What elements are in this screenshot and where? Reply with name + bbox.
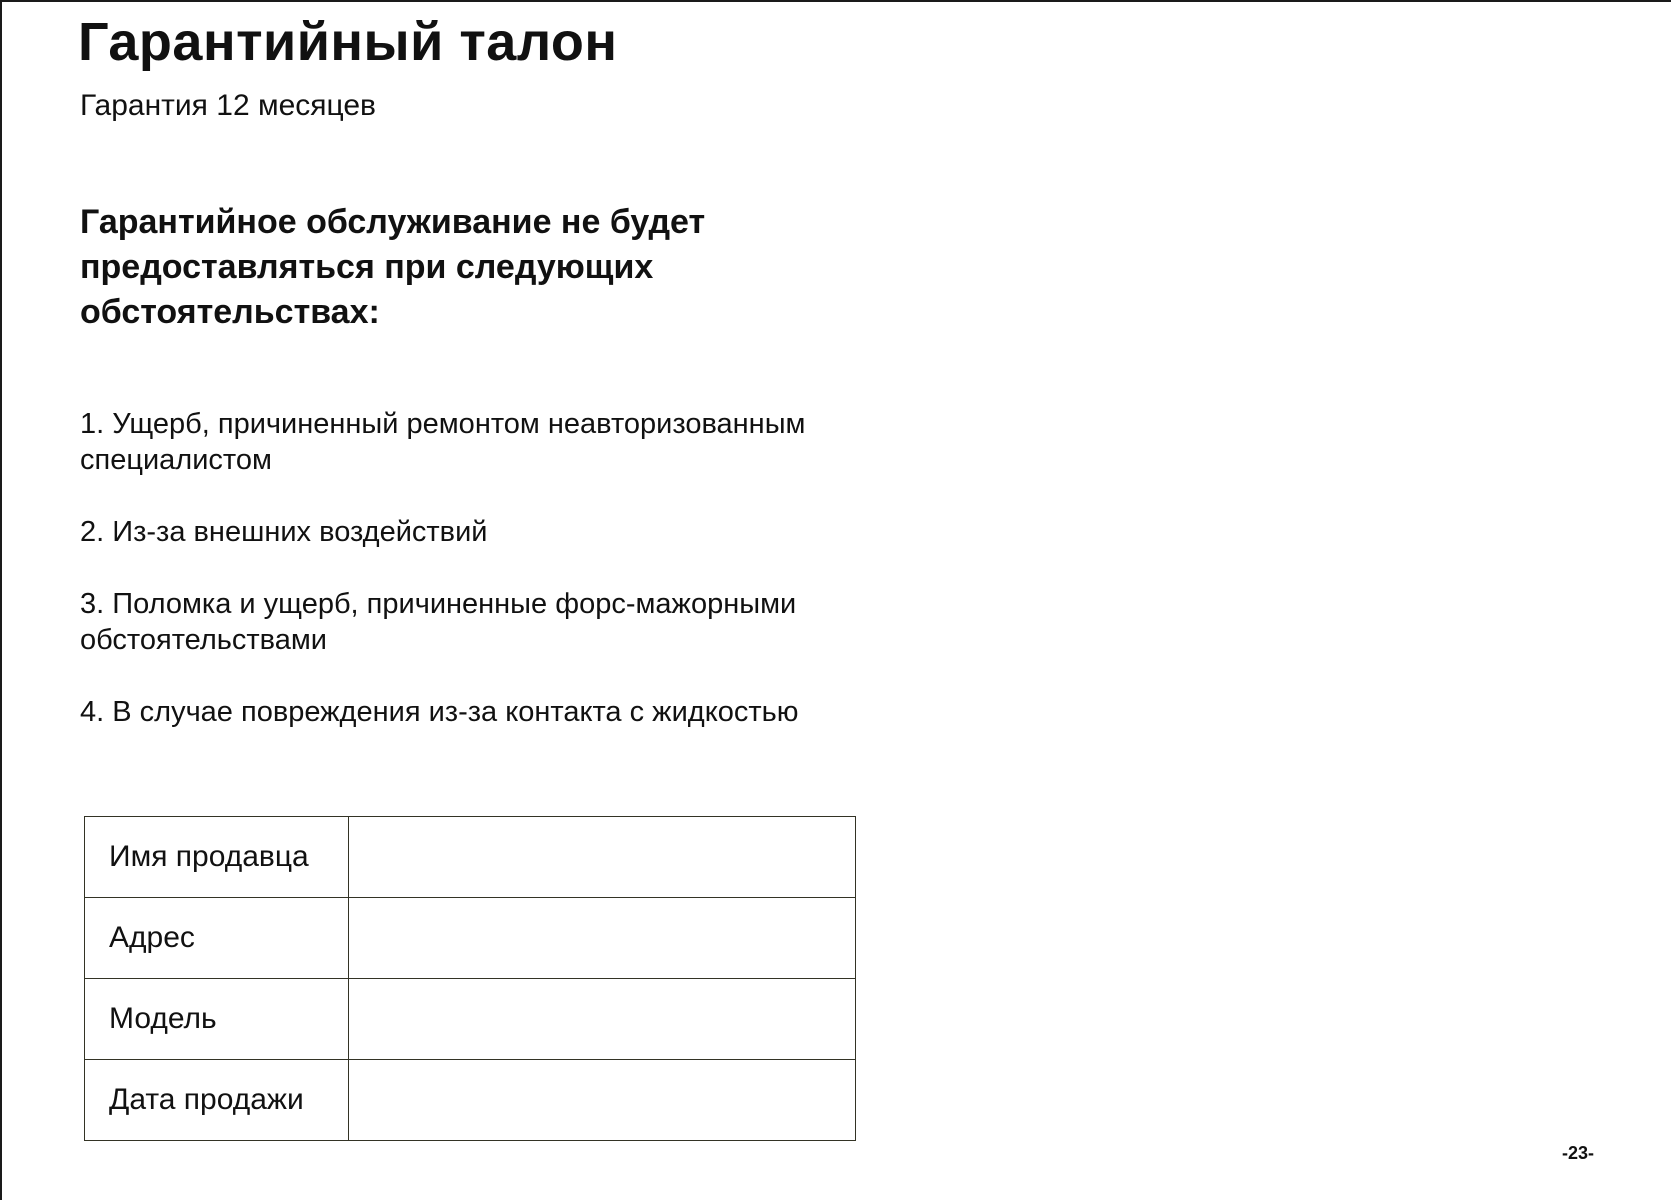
address-label: Адрес [85,898,349,979]
page-number: -23- [1562,1143,1595,1163]
exclusion-item: 4. В случае повреждения из-за контакта с жидкостью [80,696,799,728]
warranty-form-table [84,816,856,1141]
seller-name-field[interactable] [349,817,856,898]
model-field[interactable] [349,979,856,1060]
sale-date-field[interactable] [349,1060,856,1141]
exclusion-item: 1. Ущерб, причиненный ремонтом неавторизованным специалистом [80,408,806,476]
exclusions-list [80,406,840,766]
table-row [85,979,856,1060]
table-row [85,898,856,979]
model-label: Модель [85,979,349,1060]
warranty-period: Гарантия 12 месяцев [80,89,376,122]
page-title: Гарантийный талон [78,12,618,72]
table-row [85,817,856,898]
seller-name-label: Имя продавца [85,817,349,898]
exclusion-item: 3. Поломка и ущерб, причиненные форс-мажорными обстоятельствами [80,588,797,656]
exclusions-heading: Гарантийное обслуживание не будет предоставляться при следующих обстоятельствах: [80,203,706,331]
exclusion-item: 2. Из-за внешних воздействий [80,516,488,548]
sale-date-label: Дата продажи [85,1060,349,1141]
address-field[interactable] [349,898,856,979]
table-row [85,1060,856,1141]
